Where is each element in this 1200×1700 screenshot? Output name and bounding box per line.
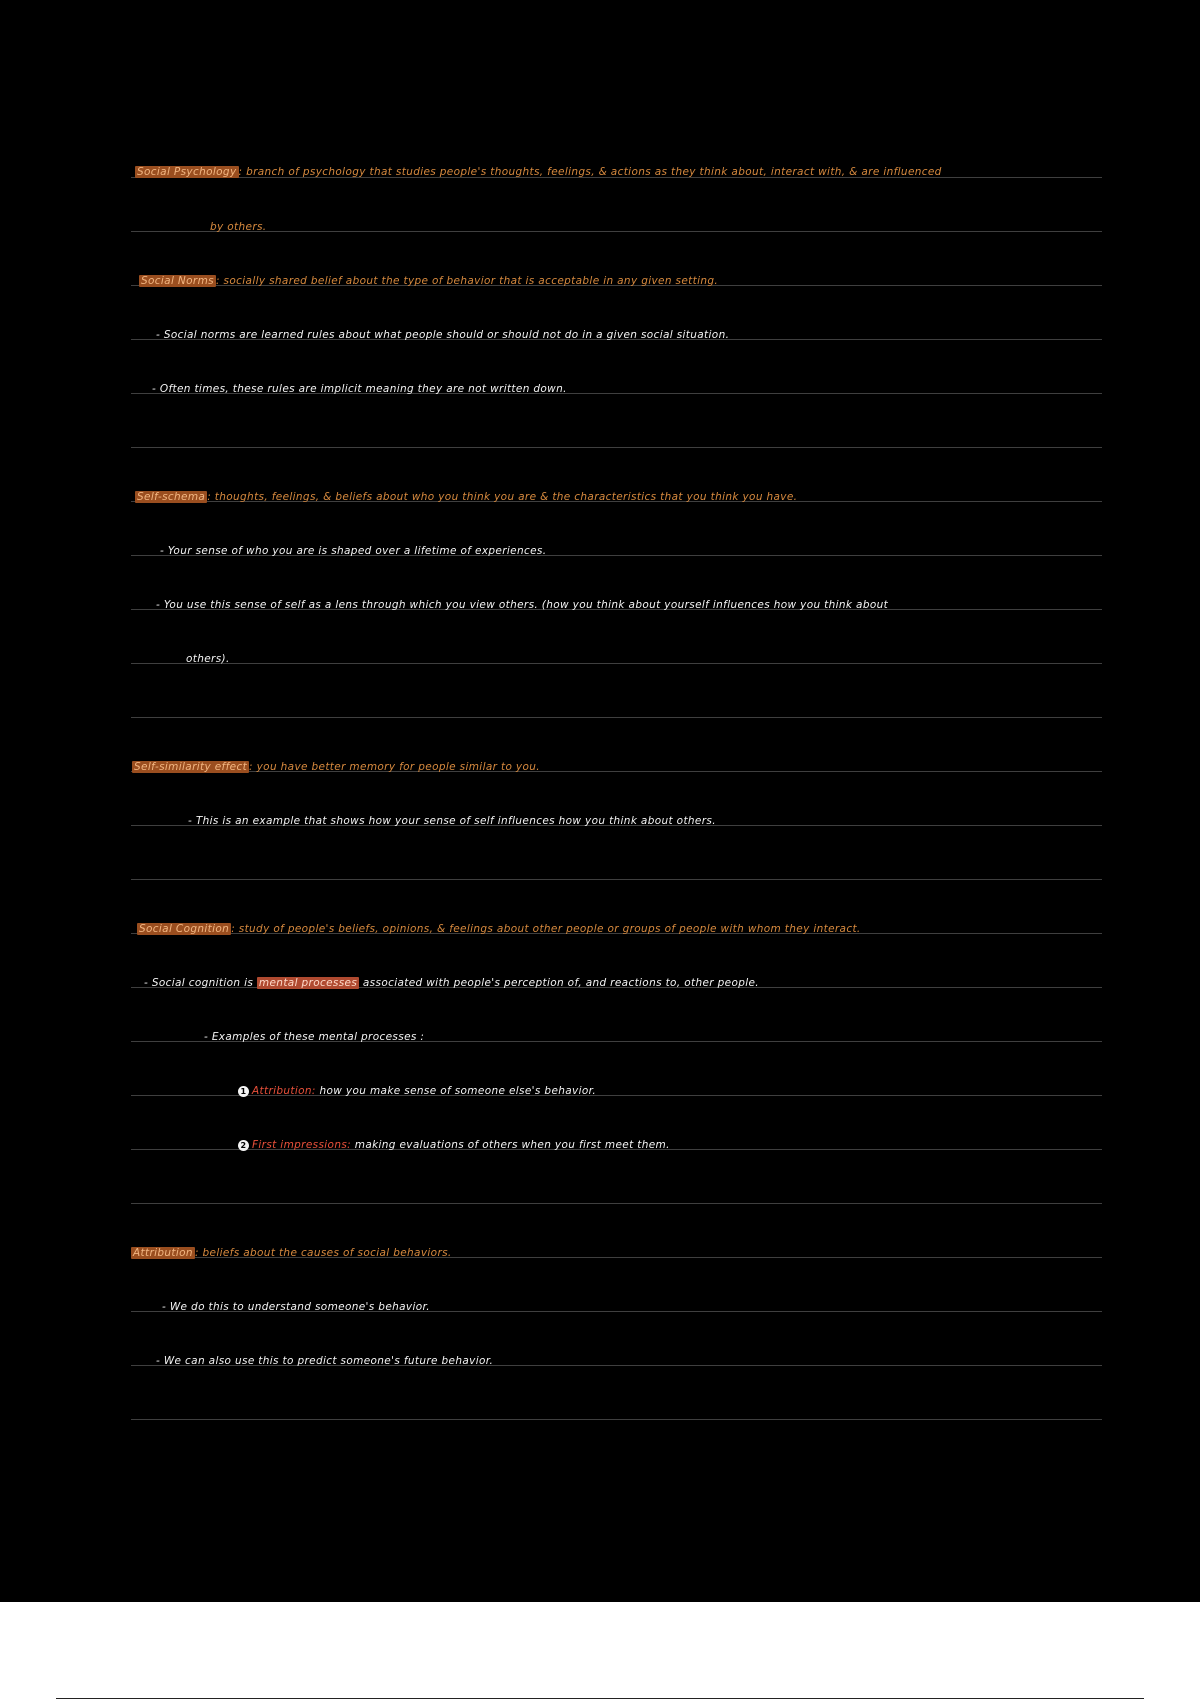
example-line [238,1138,670,1152]
bottom-divider [56,1698,1144,1699]
definition-text: : branch of psychology that studies people's thoughts, feelings, & actions as they think about, interact with, & are influenced [238,166,942,178]
bullet-line: - Your sense of who you are is shaped over a lifetime of experiences. [160,545,547,557]
continuation-line: by others. [210,221,267,233]
ruled-line [131,1203,1102,1204]
social-cognition-line [137,922,861,936]
term-highlight: Social Norms [141,275,214,287]
example-text: making evaluations of others when you first meet them. [354,1139,670,1151]
self-schema-line [135,490,797,504]
social-psychology-line [135,165,942,179]
self-similarity-line [132,760,540,774]
term-highlight: Attribution [133,1247,193,1259]
number-circle-icon: 1 [238,1086,249,1097]
ruled-line [131,879,1102,880]
number-circle-icon: 2 [238,1140,249,1151]
example-term: First impressions: [252,1139,352,1151]
term-highlight: Self-similarity effect [134,761,248,773]
bullet-line: - This is an example that shows how your sense of self influences how you think about others. [188,815,716,827]
social-norms-line [139,274,718,288]
example-text: how you make sense of someone else's behavior. [319,1085,597,1097]
bullet-line: - We do this to understand someone's behavior. [162,1301,430,1313]
bullet-line: - We can also use this to predict someone's future behavior. [156,1355,494,1367]
example-term: Attribution: [252,1085,316,1097]
attribution-line [131,1246,452,1260]
definition-text: : you have better memory for people similar to you. [249,761,540,773]
bullet-line: - Social norms are learned rules about what people should or should not do in a given social situation. [156,329,730,341]
ruled-line [131,1419,1102,1420]
term-highlight: Self-schema [137,491,206,503]
ruled-line [131,663,1102,664]
example-line [238,1084,596,1098]
term-highlight: Social Cognition [139,923,230,935]
ruled-line [131,447,1102,448]
continuation-line: others). [186,653,230,665]
mental-processes-highlight: mental processes [258,977,358,989]
bullet-text: - Social cognition is [144,977,254,989]
definition-text: : socially shared belief about the type of behavior that is acceptable in any given setting. [215,275,719,287]
bullet-line: - You use this sense of self as a lens through which you view others. (how you think about yourself influences how you think about [156,599,889,611]
ruled-line [131,717,1102,718]
definition-text: : beliefs about the causes of social behaviors. [194,1247,452,1259]
ruled-line [131,231,1102,232]
bullet-text: associated with people's perception of, and reactions to, other people. [362,977,759,989]
definition-text: : thoughts, feelings, & beliefs about who you think you are & the characteristics that you think you have. [207,491,798,503]
sub-bullet-line: - Examples of these mental processes : [204,1031,425,1043]
definition-text: : study of people's beliefs, opinions, & feelings about other people or groups of people with whom they interact. [231,923,861,935]
bullet-line: - Often times, these rules are implicit meaning they are not written down. [152,383,567,395]
term-highlight: Social Psychology [137,166,237,178]
page-bottom-margin [0,1602,1200,1700]
bullet-line [144,976,759,990]
